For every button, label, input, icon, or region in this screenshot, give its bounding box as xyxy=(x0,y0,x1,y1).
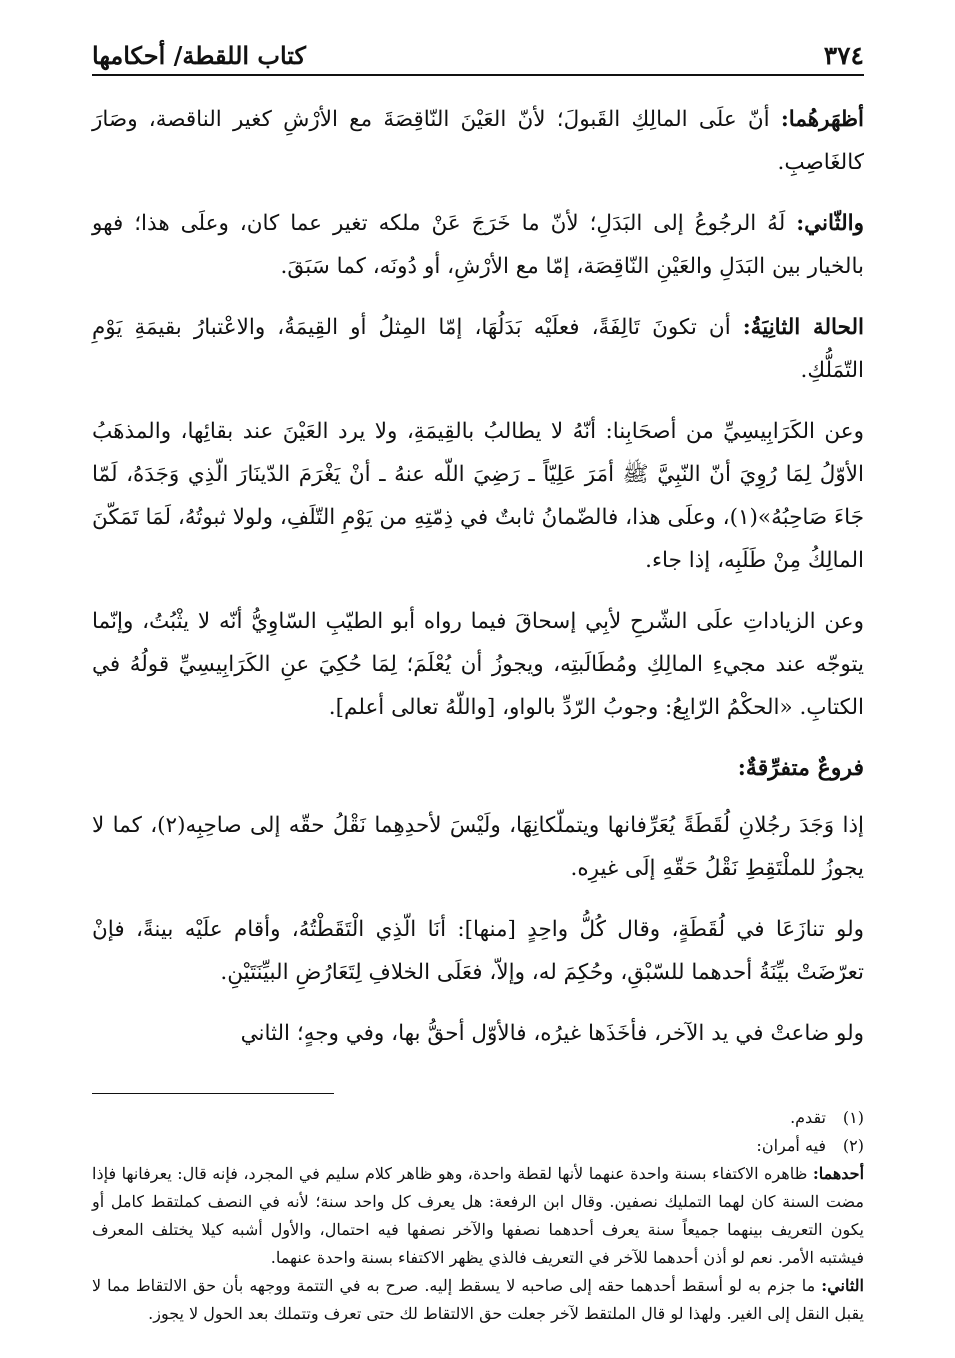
footnote-2-first xyxy=(92,1160,864,1272)
footnote-1 xyxy=(92,1104,864,1132)
paragraph xyxy=(92,600,864,729)
paragraph-text: إذا وَجَدَ رجُلانِ لُقَطَةً يُعَرِّفانها ويتملّكانِهَا، ولَيْسَ لأحدِهِما نَقْلُ حقّه إلى صاحِبِه(٢)، كما لا يجوزُ للملْتَقِطِ نَقْلُ حَقّهِ إلَى غيرِه. xyxy=(92,813,864,881)
paragraph-lead: الحالة الثانِيَةُ: xyxy=(742,315,864,340)
main-text xyxy=(92,98,864,1055)
paragraph xyxy=(92,410,864,582)
paragraph xyxy=(92,1012,864,1055)
footnote-number: (١) xyxy=(842,1108,864,1127)
footnote-separator xyxy=(92,1093,864,1094)
footnotes xyxy=(92,1104,864,1328)
footnote-text: تقدم. xyxy=(790,1108,826,1127)
footnote-2-second xyxy=(92,1272,864,1328)
paragraph-text: لَهُ الرجُوعُ إلى البَدَلِ؛ لأنّ ما خَرَجَ عَنْ ملكه تغير عما كان، وعلَى هذا؛ فهو بالخيار بين البَدَلِ والعَيْنِ النّاقِصَة، إمّا مع الأرْشِ، أو دُونَه، كما سَبَقَ. xyxy=(92,211,864,279)
paragraph-text: وعن الكَرَابِيسِيِّ من أصحَابِنا: أنّهُ لا يطالبُ بالقِيمَةِ، ولا يرد العَيْنَ عند بقائِها، والمذهَبُ الأوّلُ لِمَا رُوِيَ أنّ النّبِيَّ ﷺ أمَرَ عَلِيّاً ـ رَضِيَ اللّه عنهُ ـ أنْ يَغْرَمَ الدّينَارَ الّذِي وَجَدَهُ، لَمّا جَاءَ صَاحِبُهُ»(١)، وعلَى هذا، فالضّمانُ ثابتٌ في ذِمّتِهِ من يَوْمِ التّلَفِ، ولولا ثبوتُهُ، لَمَا تَمَكّنَ المالِكُ مِنْ طَلَبِه، إذا جاء. xyxy=(92,419,864,573)
footnote-rule xyxy=(92,1093,334,1094)
paragraph-lead: والثّاني: xyxy=(796,211,864,236)
paragraph xyxy=(92,98,864,184)
footnote-text: ظاهره الاكتفاء بسنة واحدة عنهما لأنها لقطة واحدة، وهو ظاهر كلام سليم في المجرد، فإنه قال: يعرفانها فإذا مضت السنة كان لهما التمليك نصفين. وقال ابن الرفعة: هل يعرف كل واحد سنة؛ لأنه في النصف كملتقط كامل أو يكون التعريف بينهما جميعاً سنة يعرف أحدهما نصفها والآخر نصفها فيه احتمال، والأول أشبه كيلا يختلف المعرف فيشتبه الأمر. نعم لو أذن أحدهما للآخر في التعريف فالذي يظهر الاكتفاء بسنة واحدة عنهما. xyxy=(92,1164,865,1267)
footnote-text: فيه أمران: xyxy=(756,1136,826,1155)
paragraph xyxy=(92,306,864,392)
book-page xyxy=(92,30,864,1328)
footnote-2 xyxy=(92,1132,864,1160)
footnote-lead: أحدهما: xyxy=(812,1164,865,1183)
header-rule xyxy=(92,74,864,76)
paragraph-lead: أظهَرهُما: xyxy=(780,107,864,132)
paragraph-text: وعن الزياداتِ علَى الشّرحِ لأبِي إسحاقَ فيما رواه أبو الطيّبِ السّاوِيُّ أنّه لا يثْبُتُ، وإنّما يتوجّه عند مجيءِ المالِكِ ومُطَالَبتِه، ويجوزُ أن يُعْلَمَ؛ لِمَا حُكِيَ عنِ الكَرَابِيسِيِّ قولُهُ في الكتابِ. «الحكْمُ الرّابِعُ: وجوبُ الرّدِّ بالواو، [واللّهُ تعالى أعلم]. xyxy=(92,609,864,720)
running-title: كتاب اللقطة/ أحكامها xyxy=(92,41,306,70)
page-number: ٣٧٤ xyxy=(823,41,864,70)
paragraph xyxy=(92,202,864,288)
paragraph-text: ولو ضاعتْ في يد الآخر، فأخَذَها غيرُه، فالأوّل أحقُّ بها، وفي وجهٍ؛ الثاني xyxy=(240,1021,864,1046)
footnote-lead: الثاني: xyxy=(821,1276,864,1295)
footnote-text: ما جزم به لو أسقط أحدهما حقه إلى صاحبه لا يسقط إليه. صرح به في التتمة ووجهه بأن حق الالتقاط مما لا يقبل النقل إلى الغير. ولهذا لو قال الملتقط لآخر جعلت حق الالتقاط لك حتى تعرف وتتملك بعد الحول لا يجوز. xyxy=(92,1276,864,1323)
paragraph xyxy=(92,908,864,994)
section-subheading: فروعٌ متفرِّقةٌ: xyxy=(737,755,864,781)
paragraph-text: ولو تنازَعَا في لُقَطَةٍ، وقال كُلُّ واحِدٍ [منها]: أنَا الّذِي الْتَقَطْتُهُ، وأقام علَيْه بينةً، فإنْ تعرّضَتْ بيِّنَةُ أحدهما للسّبْقِ، وحُكِمَ له، وإلاّ، فعَلَى الخلافِ لِتَعَارُضِ البيِّنَتَيْنِ. xyxy=(92,917,864,985)
page-header xyxy=(92,30,864,70)
paragraph xyxy=(92,804,864,890)
paragraph-text: أن تكونَ تَالِفَةً، فعلَيْه بَدَلُهَا، إمّا المِثلُ أو القِيمَةُ، والاعْتبارُ بقيمَةِ يَوْمِ التّمَلُّكِ. xyxy=(92,315,864,383)
paragraph-text: أنّ علَى المالِكِ القَبولَ؛ لأنّ العَيْنَ النّاقِصَةَ مع الأرْشِ كغير الناقصة، وصَارَ كالغَاصِبِ. xyxy=(92,107,864,175)
footnote-number: (٢) xyxy=(842,1136,864,1155)
